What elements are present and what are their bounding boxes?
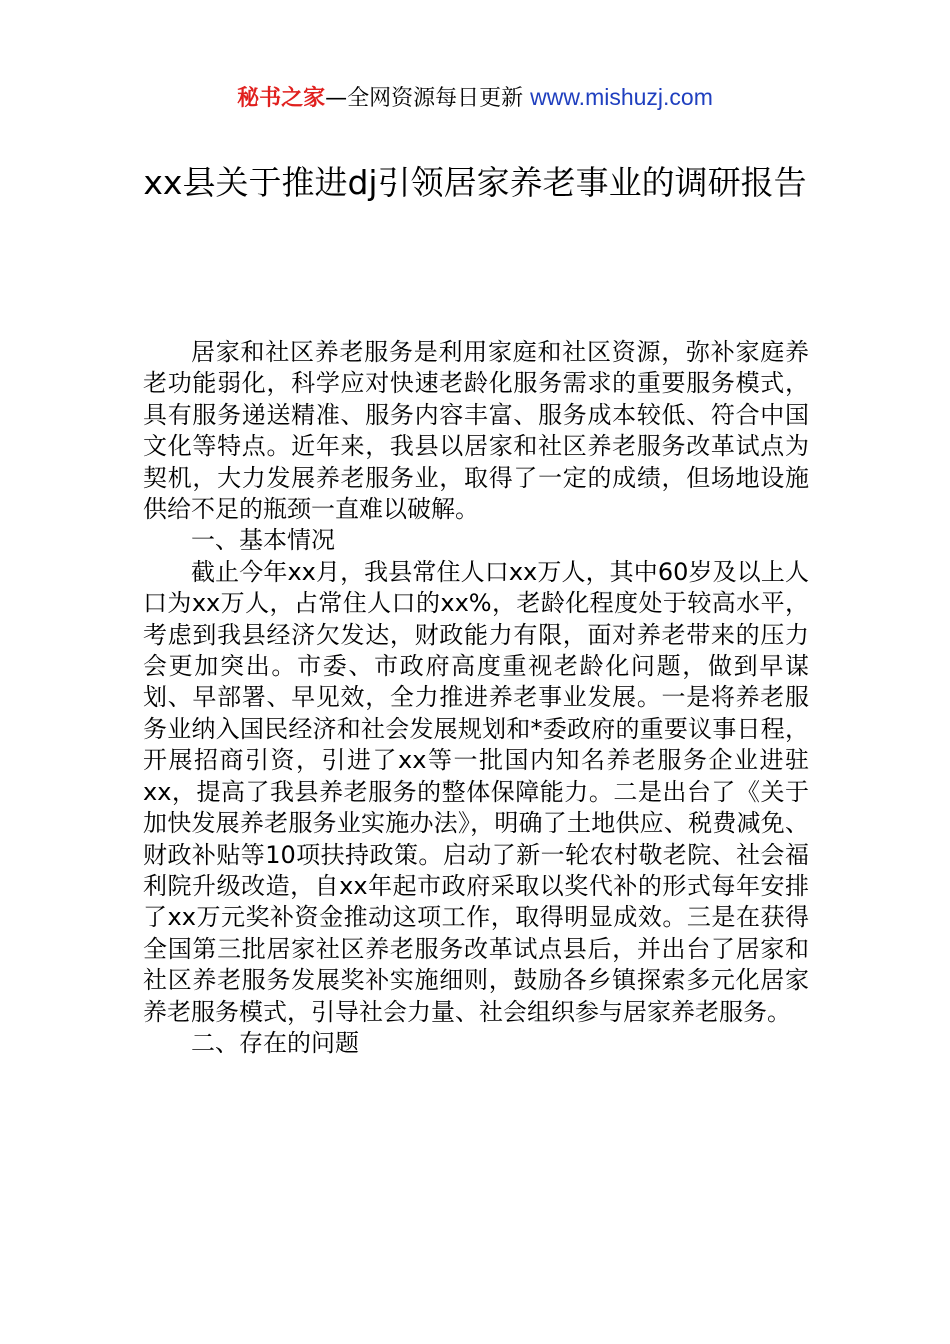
basic-situation-paragraph: 截止今年xx月，我县常住人口xx万人，其中60岁及以上人口为xx万人，占常住人口的xx%，老龄化程度处于较高水平，考虑到我县经济欠发达，财政能力有限，面对养老带来的压力会更加突出。市委、市政府高度重视老龄化问题，做到早谋划、早部署、早见效，全力推进养老事业发展。一是将养老服务业纳入国民经济和社会发展规划和*委政府的重要议事日程，开展招商引资，引进了xx等一批国内知名养老服务企业进驻xx，提高了我县养老服务的整体保障能力。二是出台了《关于加快发展养老服务业实施办法》，明确了土地供应、税费减免、财政补贴等10项扶持政策。启动了新一轮农村敬老院、社会福利院升级改造，自xx年起市政府采取以奖代补的形式每年安排了xx万元奖补资金推动这项工作，取得明显成效。三是在获得全国第三批居家社区养老服务改革试点县后，并出台了居家和社区养老服务发展奖补实施细则，鼓励各乡镇探索多元化居家养老服务模式，引导社会力量、社会组织参与居家养老服务。 [143, 557, 809, 1026]
site-brand: 秘书之家 [237, 86, 326, 111]
site-url-link[interactable]: www.mishuzj.com [530, 84, 713, 110]
site-tagline: —全网资源每日更新 [325, 86, 531, 111]
document-body [143, 337, 809, 1059]
intro-paragraph: 居家和社区养老服务是利用家庭和社区资源，弥补家庭养老功能弱化，科学应对快速老龄化服务需求的重要服务模式，具有服务递送精准、服务内容丰富、服务成本较低、符合中国文化等特点。近年来，我县以居家和社区养老服务改革试点为契机，大力发展养老服务业，取得了一定的成绩，但场地设施供给不足的瓶颈一直难以破解。 [143, 338, 809, 524]
section-heading-problems: 二、存在的问题 [191, 1028, 359, 1057]
site-header [0, 82, 950, 114]
section-heading-basic-situation: 一、基本情况 [191, 526, 335, 555]
document-title: xx县关于推进dj引领居家养老事业的调研报告 [143, 163, 807, 202]
